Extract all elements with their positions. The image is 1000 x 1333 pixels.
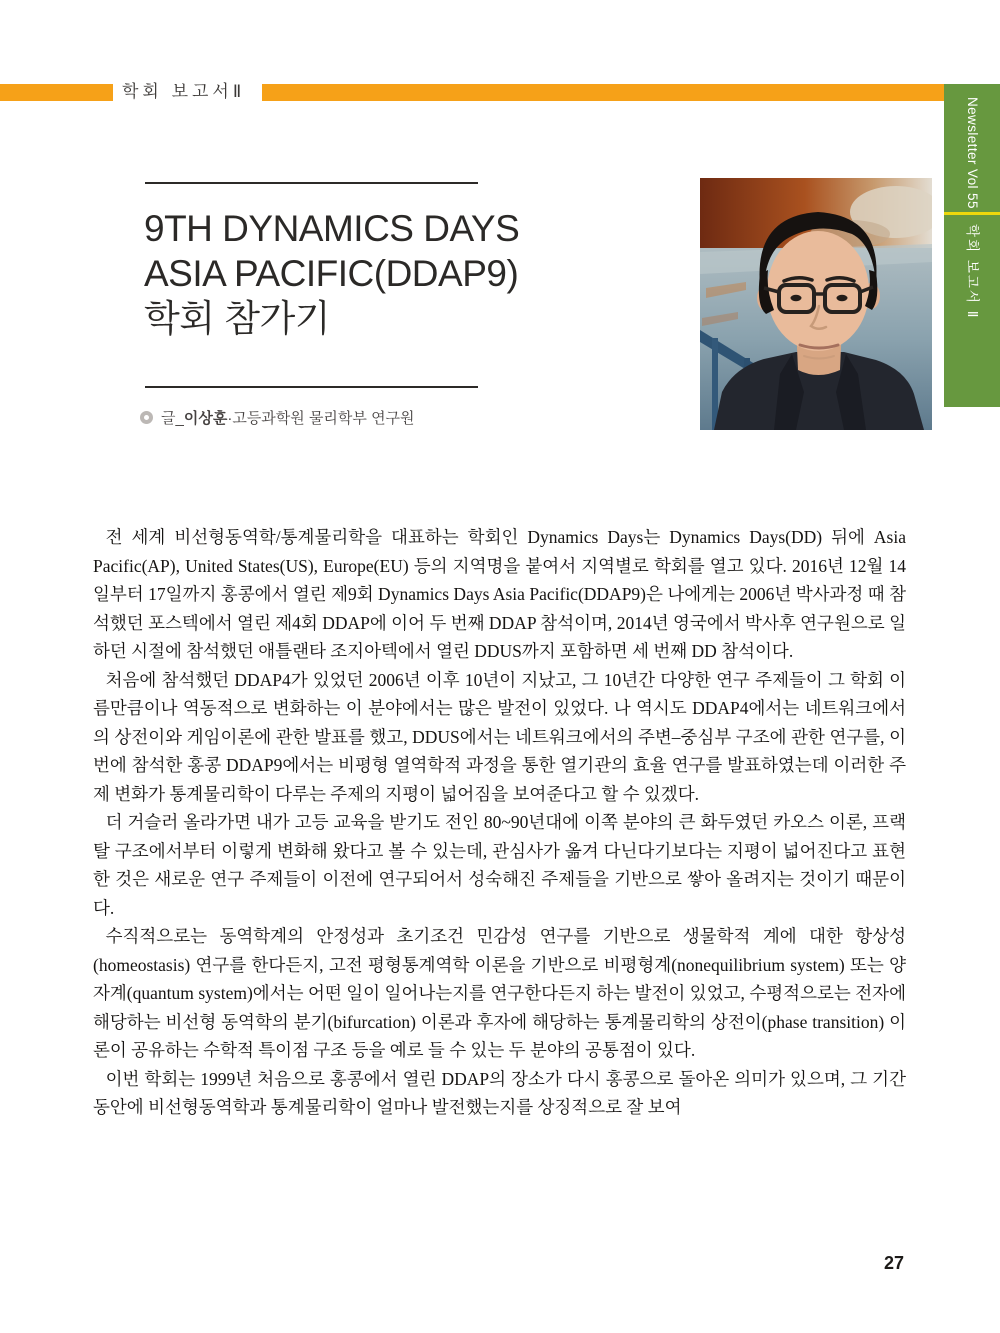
side-tab-newsletter-label: Newsletter Vol 55 xyxy=(965,97,980,209)
body-paragraph-5: 이번 학회는 1999년 처음으로 홍콩에서 열린 DDAP의 장소가 다시 홍콩으로 돌아온 의미가 있으며, 그 기간 동안에 비선형동역학과 통계물리학이 얼마나 발전했는지를 상징적으로 잘 보여 xyxy=(93,1068,906,1117)
title-rule-bottom xyxy=(145,386,478,388)
article-title xyxy=(144,206,624,341)
page-number: 27 xyxy=(884,1253,905,1273)
body-paragraph-2: 처음에 참석했던 DDAP4가 있었던 2006년 이후 10년이 지났고, 그 10년간 다양한 연구 주제들이 그 학회 이름만큼이나 역동적으로 변화하는 이 분야에서는 많은 발전이 있었다. 나 역시도 DDAP4에서는 네트워크에서의 상전이와 게임이론에 관한 발표를 했고, DDUS에서는 네트워크에서의 주변–중심부 구조에 관한 연구를, 이번에 참석한 홍콩 DDAP9에서는 비평형 열역학적 과정을 통한 열기관의 효율 연구를 발표하였는데 이러한 주제 변화가 통계물리학이 다루는 주제의 지평이 넓어짐을 보여준다고 할 수 있겠다. xyxy=(93,669,906,804)
article-title-line1: 9TH DYNAMICS DAYS xyxy=(144,208,520,249)
body-paragraph-4: 수직적으로는 동역학계의 안정성과 초기조건 민감성 연구를 기반으로 생물학적 계에 대한 항상성(homeostasis) 연구를 한다든지, 고전 평형통계역학 이론을 기반으로 비평형계(nonequilibrium system) 또는 양자계(quantum system)에서는 어떤 일이 일어나는지를 연구한다든지 하는 발전이 있었고, 수평적으로는 전자에 해당하는 비선형 동역학의 분기(bifurcation) 이론과 후자에 해당하는 통계물리학의 상전이(phase transition) 이론이 공유하는 수학적 특이점 구조 등을 예로 들 수 있는 두 분야의 공통점이 있다. xyxy=(93,926,906,1060)
article-title-line3: 학회 참가기 xyxy=(144,298,330,339)
title-rule-top xyxy=(145,182,478,184)
side-tab xyxy=(944,84,1000,407)
header-accent-bar-left xyxy=(0,84,113,101)
byline-prefix: 글_ xyxy=(161,410,184,427)
portrait-illustration xyxy=(700,178,932,430)
article-body xyxy=(93,523,906,1122)
body-paragraph-3: 더 거슬러 올라가면 내가 고등 교육을 받기도 전인 80~90년대에 이쪽 분야의 큰 화두였던 카오스 이론, 프랙탈 구조에서부터 이렇게 변화해 왔다고 볼 수 있는데, 관심사가 옮겨 다닌다기보다는 지평이 넓어진다고 표현한 것은 새로운 연구 주제들이 이전에 연구되어서 성숙해진 주제들을 기반으로 쌓아 올려지는 것이기 때문이다. xyxy=(93,812,906,918)
article-title-line2: ASIA PACIFIC(DDAP9) xyxy=(144,253,519,294)
side-tab-divider xyxy=(944,212,1000,215)
author-portrait-photo xyxy=(700,178,932,430)
header-accent-bar-right xyxy=(262,84,945,101)
ring-bullet-icon xyxy=(140,411,153,424)
byline-text xyxy=(161,407,415,428)
byline-affiliation: ·고등과학원 물리학부 연구원 xyxy=(227,410,415,427)
byline xyxy=(140,407,415,428)
body-paragraph-1: 전 세계 비선형동역학/통계물리학을 대표하는 학회인 Dynamics Days는 Dynamics Days(DD) 뒤에 Asia Pacific(AP), United States(US), Europe(EU) 등의 지역명을 붙여서 지역별로 학회를 열고 있다. 2016년 12월 14일부터 17일까지 홍콩에서 열린 제9회 Dynamics Days Asia Pacific(DDAP9)은 나에게는 2006년 박사과정 때 참석했던 포스텍에서 열린 제4회 DDAP에 이어 두 번째 DDAP 참석이며, 2014년 영국에서 박사후 연구원으로 일하던 시절에 참석했던 애틀랜타 조지아텍에서 열린 DDUS까지 포함하면 세 번째 DD 참석이다. xyxy=(93,527,906,661)
header-section-label: 학회 보고서Ⅱ xyxy=(122,82,246,101)
byline-author-name: 이상훈 xyxy=(183,410,228,427)
side-tab-section-label: 학회 보고서 Ⅱ xyxy=(965,224,980,320)
